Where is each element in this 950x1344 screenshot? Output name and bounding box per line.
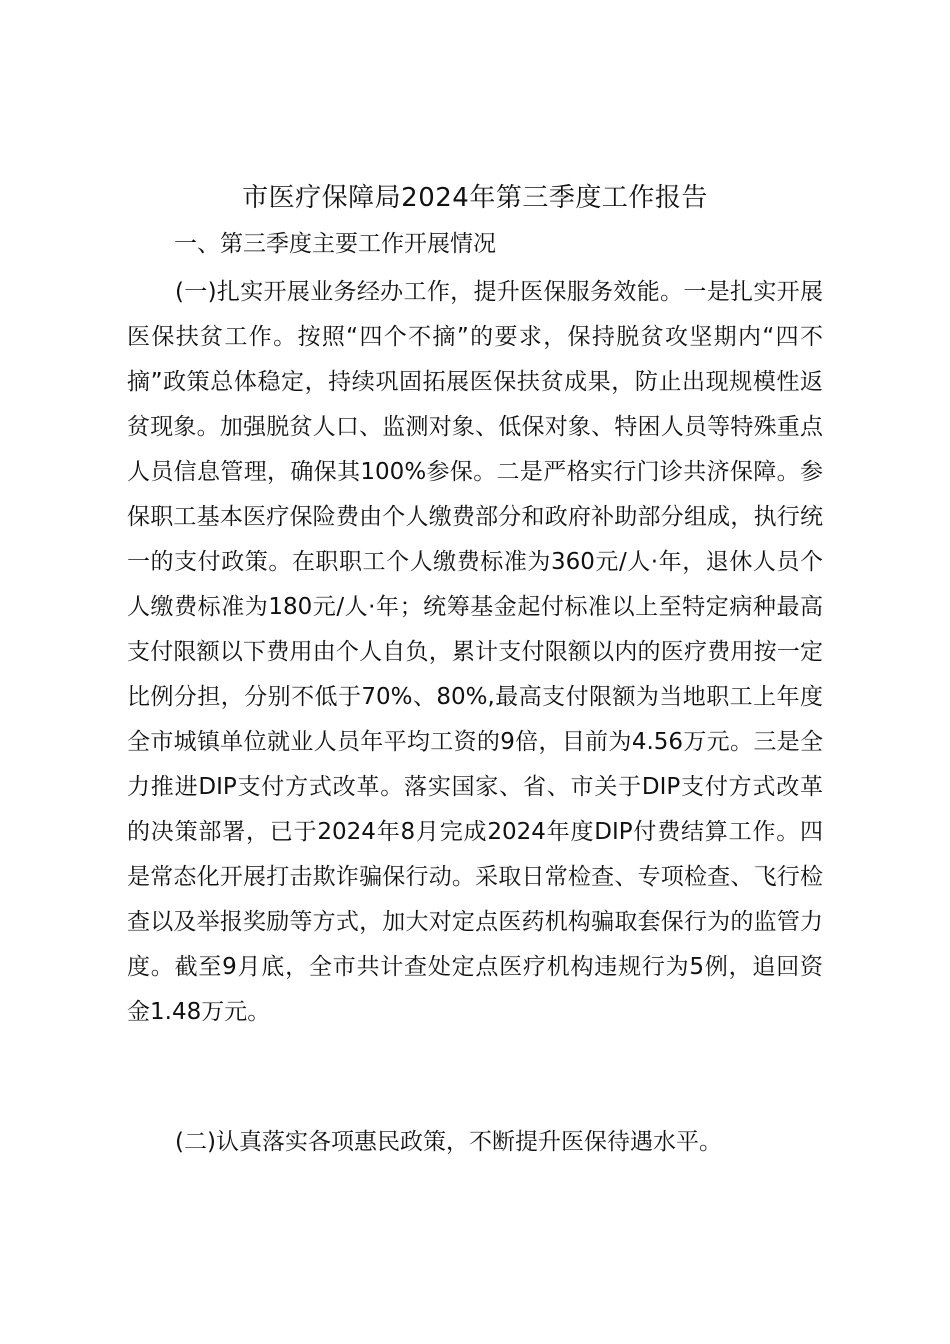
document-title: 市医疗保障局2024年第三季度工作报告 xyxy=(242,183,708,213)
paragraph-2: (二)认真落实各项惠民政策，不断提升医保待遇水平。 xyxy=(175,1129,722,1155)
section-heading: 一、第三季度主要工作开展情况 xyxy=(174,231,496,257)
paragraph-1: (一)扎实开展业务经办工作，提升医保服务效能。一是扎实开展医保扶贫工作。按照“四个不摘”的要求，保持脱贫攻坚期内“四不摘”政策总体稳定，持续巩固拓展医保扶贫成果，防止出现规模性返贫现象。加强脱贫人口、监测对象、低保对象、特困人员等特殊重点人员信息管理，确保其100%参保。二是严格实行门诊共济保障。参保职工基本医疗保险费由个人缴费部分和政府补助部分组成，执行统一的支付政策。在职职工个人缴费标准为360元/人·年，退休人员个人缴费标准为180元/人·年；统筹基金起付标准以上至特定病种最高支付限额以下费用由个人自负，累计支付限额以内的医疗费用按一定比例分担，分别不低于70%、80%,最高支付限额为当地职工上年度全市城镇单位就业人员年平均工资的9倍，目前为4.56万元。三是全力推进DIP支付方式改革。落实国家、省、市关于DIP支付方式改革的决策部署，已于2024年8月完成2024年度DIP付费结算工作。四是常态化开展打击欺诈骗保行动。采取日常检查、专项检查、飞行检查以及举报奖励等方式，加大对定点医药机构骗取套保行为的监管力度。截至9月底，全市共计查处定点医疗机构违规行为5例，追回资金1.48万元。 xyxy=(127,279,823,1025)
